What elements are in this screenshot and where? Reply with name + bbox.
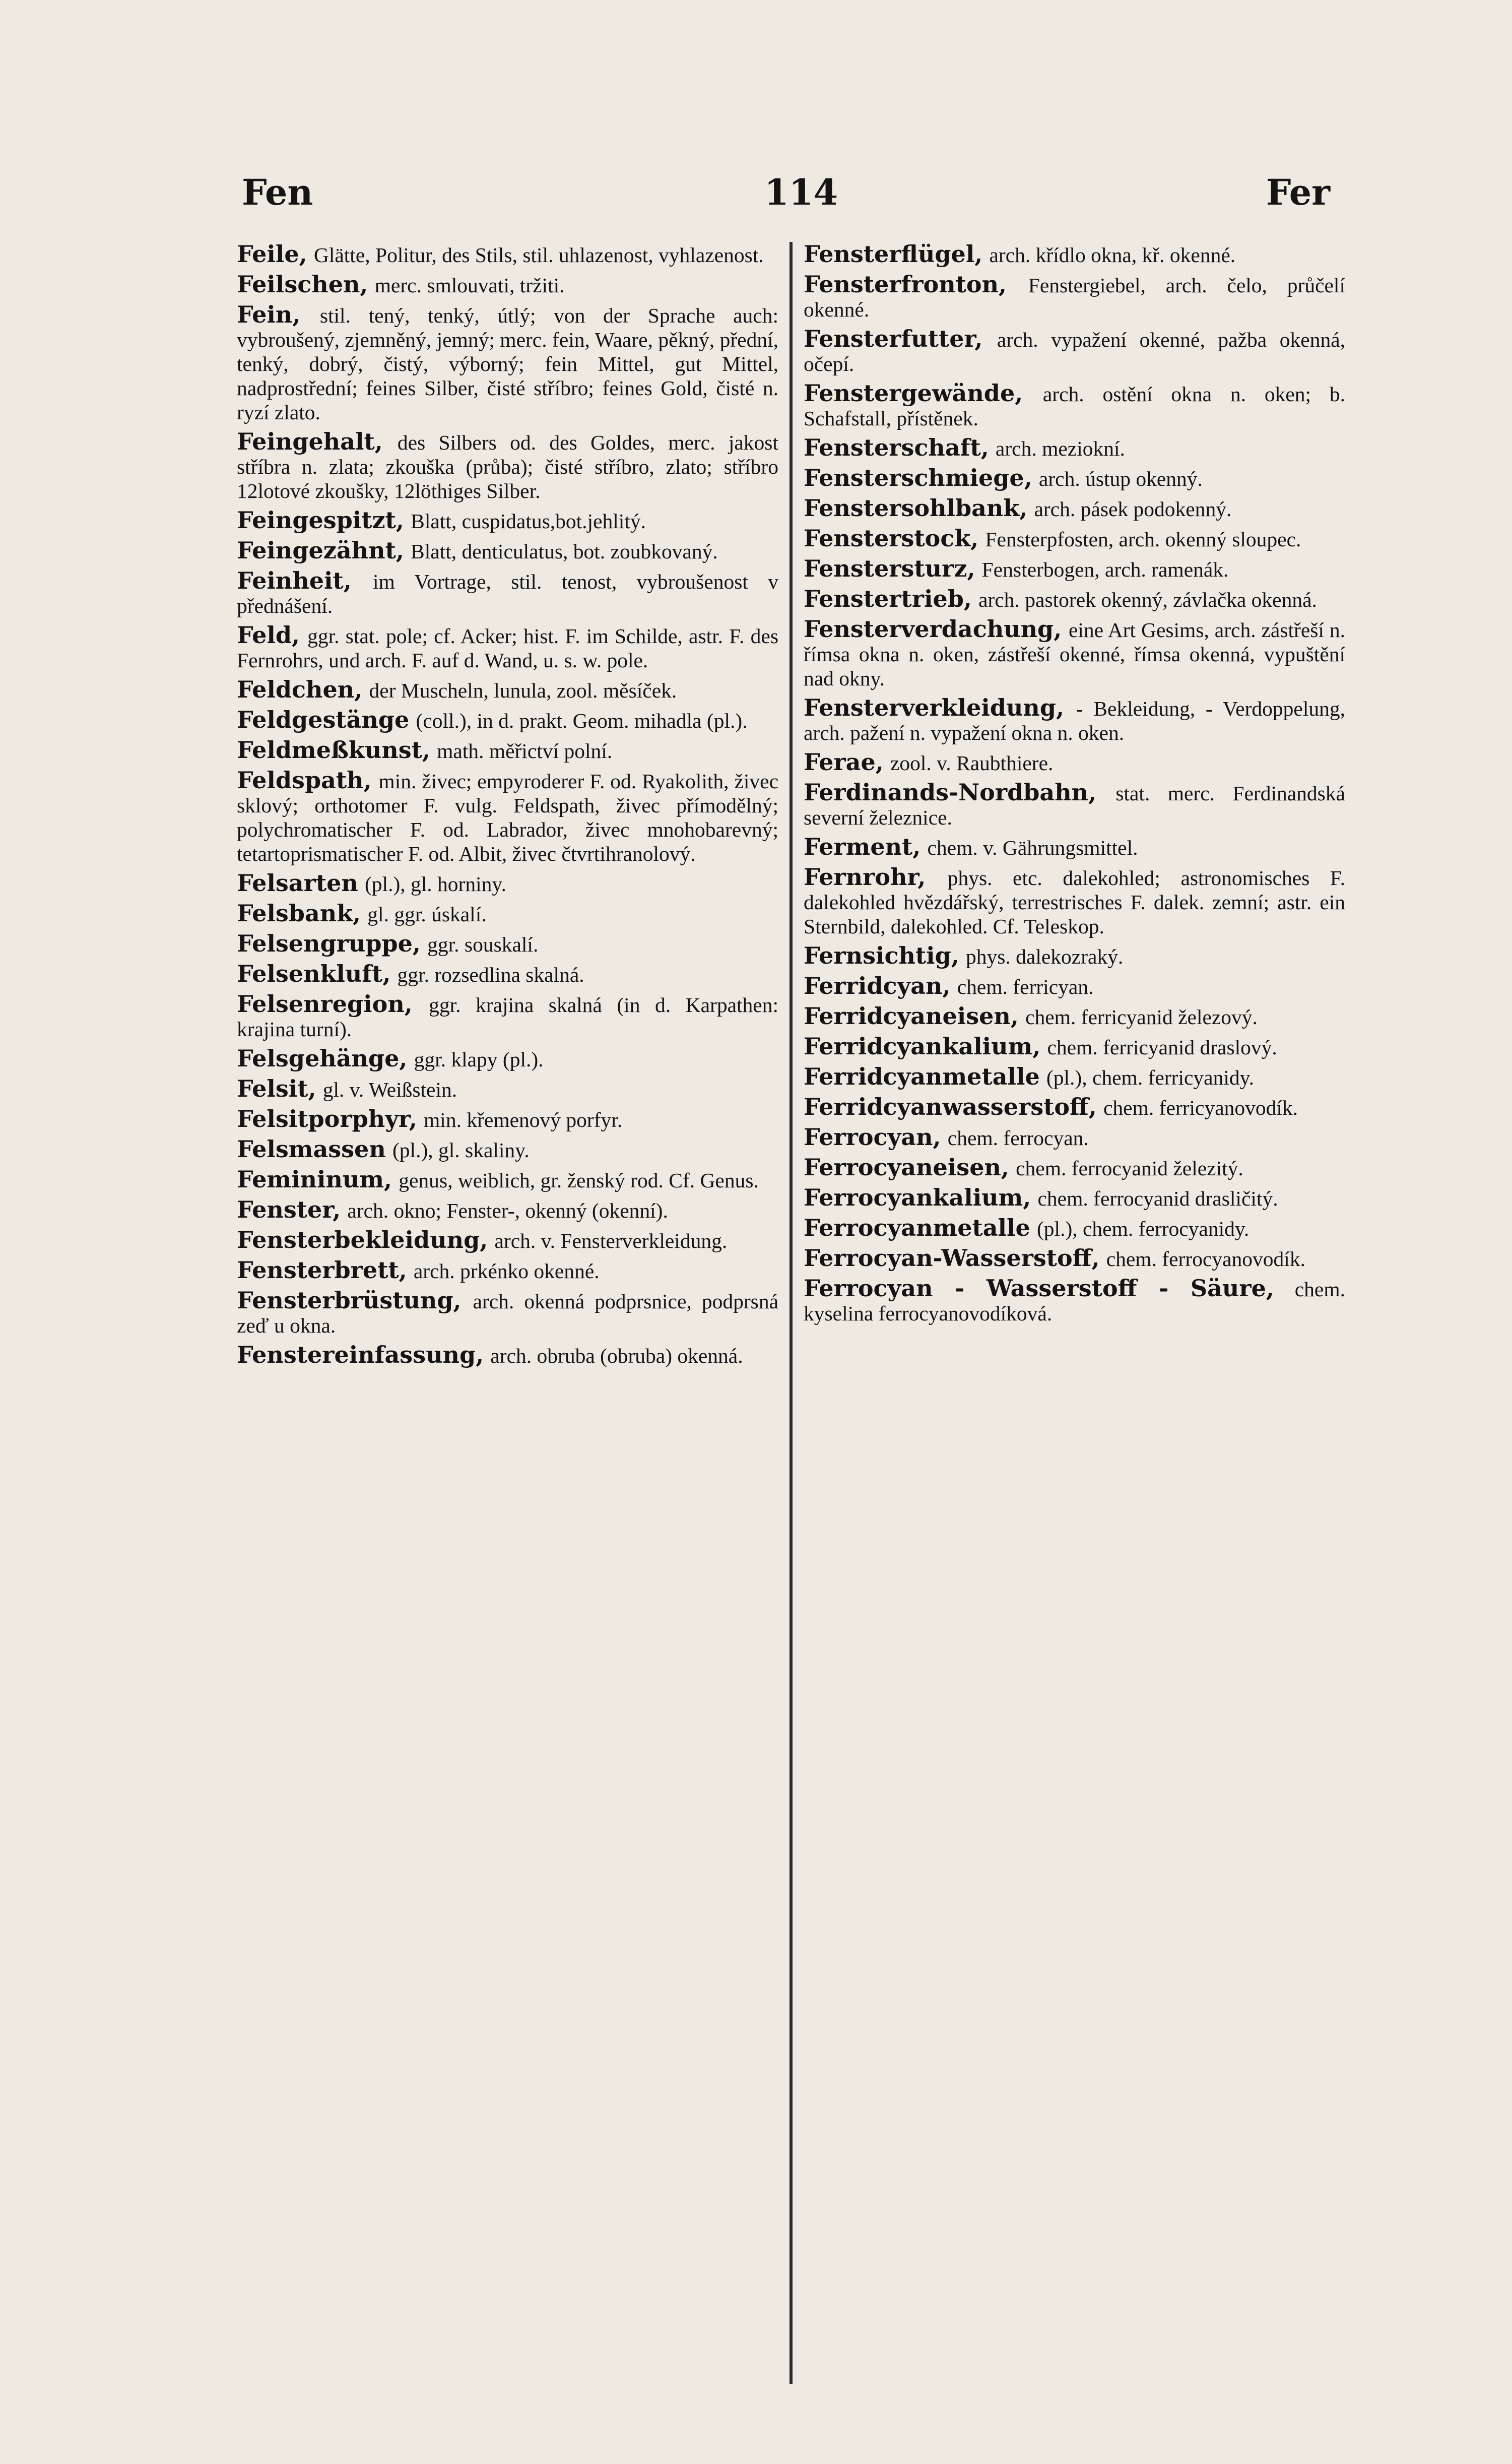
entry-definition: arch. křídlo okna, kř. okenné. <box>989 243 1236 267</box>
dictionary-entry <box>804 835 1345 860</box>
entry-definition: - Bekleidung, - Verdoppelung, arch. pažení n. vypažení okna n. oken. <box>804 697 1345 744</box>
dictionary-entry <box>237 623 778 672</box>
entry-definition: chem. ferricyan. <box>957 975 1094 998</box>
entry-headword: Fensterverkleidung, <box>804 694 1065 721</box>
entry-definition: im Vortrage, stil. tenost, vybroušenost v přednášení. <box>237 570 778 617</box>
entry-headword: Fensterbekleidung, <box>237 1226 488 1253</box>
entry-headword: Feingezähnt, <box>237 537 404 564</box>
entry-headword: Felsarten <box>237 869 358 897</box>
guide-word-left: Fen <box>242 171 313 213</box>
entry-headword: Fensterschaft, <box>804 434 989 461</box>
entry-headword: Felsitporphyr, <box>237 1105 417 1132</box>
entry-headword: Ferdinands-Nordbahn, <box>804 779 1097 806</box>
entry-definition: ggr. krajina skalná (in d. Karpathen: krajina turní). <box>237 993 778 1041</box>
dictionary-entry <box>237 708 778 733</box>
entry-definition: arch. pastorek okenný, závlačka okenná. <box>978 588 1317 611</box>
dictionary-entry <box>237 1288 778 1338</box>
entry-definition: Fenstergiebel, arch. čelo, průčelí okenné. <box>804 274 1345 321</box>
entry-definition: merc. smlouvati, tržiti. <box>374 274 565 297</box>
dictionary-entry <box>237 1046 778 1071</box>
entry-headword: Fensterfronton, <box>804 271 1007 298</box>
dictionary-entry <box>237 901 778 926</box>
entry-definition: Fensterbogen, arch. ramenák. <box>981 558 1229 581</box>
entry-definition: arch. pásek podokenný. <box>1034 497 1232 521</box>
entry-headword: Fensterbrett, <box>237 1256 407 1284</box>
dictionary-entry <box>804 1034 1345 1059</box>
dictionary-entry <box>804 1095 1345 1120</box>
entry-definition: (pl.), chem. ferricyanidy. <box>1046 1066 1255 1089</box>
dictionary-entry <box>237 1343 778 1368</box>
dictionary-entry <box>804 780 1345 830</box>
dictionary-entry <box>237 962 778 987</box>
entry-headword: Fensterstock, <box>804 525 979 552</box>
entry-headword: Ferae, <box>804 748 884 776</box>
page-header <box>242 171 1330 232</box>
entry-headword: Femininum, <box>237 1166 392 1193</box>
entry-definition: ggr. klapy (pl.). <box>414 1048 544 1071</box>
entry-headword: Fenstertrieb, <box>804 585 972 612</box>
entry-definition: arch. okenná podprsnice, podprsná zeď u okna. <box>237 1290 778 1337</box>
entry-definition: arch. ostění okna n. oken; b. Schafstall, přístěnek. <box>804 383 1345 430</box>
dictionary-entry <box>237 568 778 618</box>
dictionary-entry <box>804 750 1345 775</box>
dictionary-entry <box>237 992 778 1041</box>
entry-definition: ggr. rozsedlina skalná. <box>397 963 584 986</box>
dictionary-entry <box>804 272 1345 322</box>
entry-headword: Feldspath, <box>237 767 372 794</box>
dictionary-entry <box>237 302 778 424</box>
dictionary-entry <box>237 1107 778 1132</box>
entry-definition: chem. v. Gährungsmittel. <box>927 836 1138 859</box>
entry-headword: Feinheit, <box>237 567 352 594</box>
dictionary-entry <box>804 1246 1345 1271</box>
entry-headword: Ferrocyan, <box>804 1123 941 1151</box>
dictionary-entry <box>804 865 1345 938</box>
entry-definition: Fensterpfosten, arch. okenný sloupec. <box>985 528 1301 551</box>
entry-definition: genus, weiblich, gr. ženský rod. Cf. Genus. <box>399 1169 759 1192</box>
entry-headword: Fernrohr, <box>804 863 926 891</box>
entry-definition: ggr. souskalí. <box>427 933 539 956</box>
entry-headword: Fein, <box>237 301 301 328</box>
entry-definition: arch. vypažení okenné, pažba okenná, očepí. <box>804 328 1345 375</box>
entry-headword: Fenster, <box>237 1196 341 1223</box>
entry-headword: Feldgestänge <box>237 706 410 733</box>
entry-headword: Feile, <box>237 242 307 268</box>
dictionary-entry <box>237 768 778 866</box>
dictionary-entry <box>804 974 1345 999</box>
entry-headword: Ferrocyaneisen, <box>804 1154 1009 1181</box>
dictionary-entry <box>237 508 778 533</box>
dictionary-entry <box>237 429 778 503</box>
entry-headword: Felsgehänge, <box>237 1045 408 1072</box>
entry-definition: zool. v. Raubthiere. <box>890 751 1054 775</box>
entry-definition: chem. ferrocyanovodík. <box>1106 1247 1305 1271</box>
dictionary-entry <box>237 931 778 957</box>
entry-headword: Fensterschmiege, <box>804 464 1032 491</box>
entry-headword: Ferrocyan - Wasserstoff - Säure, <box>804 1275 1274 1302</box>
entry-headword: Ferrocyankalium, <box>804 1184 1031 1211</box>
dictionary-entry <box>804 327 1345 376</box>
dictionary-entry <box>804 696 1345 745</box>
entry-headword: Fensterbrüstung, <box>237 1287 462 1314</box>
entry-headword: Ferridcyanwasserstoff, <box>804 1093 1097 1120</box>
entry-definition: ggr. stat. pole; cf. Acker; hist. F. im Schilde, astr. F. des Fernrohrs, und arch. F. auf d. Wand, u. s. w. pole. <box>237 624 778 672</box>
dictionary-entry <box>804 1276 1345 1325</box>
dictionary-entry <box>237 1167 778 1192</box>
dictionary-entry <box>237 1077 778 1102</box>
entry-headword: Ferridcyaneisen, <box>804 1002 1019 1030</box>
entry-definition: min. křemenový porfyr. <box>424 1108 623 1131</box>
entry-definition: stat. merc. Ferdinandská severní železnice. <box>804 782 1345 829</box>
guide-word-right: Fer <box>1266 171 1330 213</box>
entry-headword: Felsenkluft, <box>237 960 391 987</box>
dictionary-entry <box>804 1064 1345 1090</box>
dictionary-entry <box>804 617 1345 690</box>
dictionary-entry <box>804 466 1345 491</box>
entry-definition: chem. ferricyanid draslový. <box>1047 1036 1277 1059</box>
entry-headword: Fenstergewände, <box>804 380 1023 407</box>
entry-definition: phys. etc. dalekohled; astronomisches F. dalekohled hvězdářský, terrestrisches F. dalek. zemní; astr. ein Sternbild, dalekohled. Cf. Teleskop. <box>804 866 1345 938</box>
entry-headword: Fensterflügel, <box>804 242 983 268</box>
entry-headword: Fensterverdachung, <box>804 615 1062 643</box>
entry-headword: Ferment, <box>804 833 921 860</box>
entry-definition: gl. ggr. úskalí. <box>367 903 487 926</box>
entry-definition: phys. dalekozraký. <box>966 945 1124 968</box>
dictionary-entry <box>804 1185 1345 1211</box>
entry-definition: arch. obruba (obruba) okenná. <box>490 1344 743 1367</box>
entry-definition: min. živec; empyroderer F. od. Ryakolith, živec sklový; orthotomer F. vulg. Feldspath, živec přímodělný; polychromatischer F. od. Labrador, živec mnohobarevný; tetartoprismatischer F. od. Albit, živec čtvrtihranolový. <box>237 770 778 865</box>
dictionary-entry <box>804 1155 1345 1180</box>
entry-definition: arch. prkénko okenné. <box>413 1259 600 1283</box>
dictionary-entry <box>237 1258 778 1283</box>
entry-headword: Ferridcyankalium, <box>804 1033 1041 1060</box>
dictionary-entry <box>804 242 1345 267</box>
dictionary-entry <box>237 871 778 896</box>
entry-definition: des Silbers od. des Goldes, merc. jakost stříbra n. zlata; zkouška (průba); čisté stříbro, zlato; stříbro 12lotové zkoušky, 12löthiges Silber. <box>237 431 778 502</box>
dictionary-entry <box>804 1004 1345 1029</box>
dictionary-entry <box>804 1125 1345 1150</box>
dictionary-entry <box>804 496 1345 521</box>
dictionary-entry <box>237 738 778 763</box>
entry-headword: Ferrocyanmetalle <box>804 1214 1030 1241</box>
dictionary-entry <box>237 1137 778 1162</box>
entry-definition: Blatt, denticulatus, bot. zoubkovaný. <box>411 540 718 563</box>
entry-definition: arch. ústup okenný. <box>1038 467 1203 490</box>
entry-headword: Feldmeßkunst, <box>237 736 430 764</box>
dictionary-entry <box>237 272 778 297</box>
dictionary-entry <box>804 435 1345 461</box>
entry-definition: stil. tený, tenký, útlý; von der Sprache auch: vybroušený, zjemněný, jemný; merc. fein, Waare, pěkný, přední, tenký, dobrý, čistý, výborný; fein Mittel, gut Mittel, nadprostřední; feines Silber, čisté stříbro; feines Gold, čisté n. ryzí zlato. <box>237 304 778 424</box>
entry-definition: der Muscheln, lunula, zool. měsíček. <box>369 679 677 702</box>
entry-definition: (pl.), gl. horniny. <box>364 872 506 896</box>
entry-definition: chem. ferrocyan. <box>947 1126 1089 1150</box>
entry-definition: arch. okno; Fenster-, okenný (okenní). <box>347 1199 668 1222</box>
entry-headword: Fensterfutter, <box>804 325 983 352</box>
entry-definition: chem. ferricyanovodík. <box>1103 1096 1298 1119</box>
entry-headword: Ferrocyan-Wasserstoff, <box>804 1244 1100 1272</box>
entry-definition: (pl.), gl. skaliny. <box>392 1139 530 1162</box>
entry-headword: Felsengruppe, <box>237 930 421 957</box>
entry-headword: Ferridcyan, <box>804 972 951 999</box>
entry-headword: Fenstersohlbank, <box>804 494 1028 522</box>
entry-headword: Feilschen, <box>237 271 368 298</box>
dictionary-entry <box>804 587 1345 612</box>
entry-definition: chem. ferrocyanid drasličitý. <box>1037 1187 1278 1210</box>
dictionary-entry <box>804 556 1345 582</box>
entry-headword: Fernsichtig, <box>804 942 959 969</box>
entry-headword: Felsit, <box>237 1075 316 1102</box>
entry-headword: Ferridcyanmetalle <box>804 1063 1040 1090</box>
left-column <box>237 242 790 2384</box>
entry-definition: (coll.), in d. prakt. Geom. mihadla (pl.). <box>416 709 748 732</box>
dictionary-entry <box>237 242 778 267</box>
dictionary-entry <box>237 1228 778 1253</box>
entry-definition: math. měřictví polní. <box>437 739 613 763</box>
page-number: 114 <box>764 171 838 213</box>
entry-definition: arch. v. Fensterverkleidung. <box>494 1229 728 1252</box>
entry-definition: Blatt, cuspidatus,bot.jehlitý. <box>411 510 646 533</box>
entry-headword: Feingehalt, <box>237 428 383 455</box>
dictionary-entry <box>804 526 1345 551</box>
dictionary-entry <box>804 381 1345 430</box>
dictionary-entry <box>237 677 778 703</box>
entry-headword: Fenstersturz, <box>804 555 975 582</box>
entry-definition: eine Art Gesims, arch. zástřeší n. římsa okna n. oken, zástřeší okenné, římsa okenná, vypuštění nad okny. <box>804 618 1345 690</box>
entry-headword: Feldchen, <box>237 676 363 703</box>
entry-definition: chem. ferricyanid železový. <box>1025 1005 1258 1029</box>
entry-headword: Fenstereinfassung, <box>237 1341 484 1368</box>
dictionary-entry <box>237 538 778 563</box>
entry-headword: Feld, <box>237 621 300 649</box>
entry-definition: Glätte, Politur, des Stils, stil. uhlazenost, vyhlazenost. <box>313 243 764 267</box>
entry-headword: Felsenregion, <box>237 990 413 1018</box>
entry-definition: gl. v. Weißstein. <box>322 1078 457 1101</box>
dictionary-entry <box>804 1216 1345 1241</box>
right-column <box>790 242 1345 2384</box>
entry-headword: Feingespitzt, <box>237 507 404 534</box>
entry-headword: Felsbank, <box>237 900 361 927</box>
dictionary-entry <box>237 1197 778 1223</box>
entry-headword: Felsmassen <box>237 1135 386 1163</box>
entry-definition: arch. meziokní. <box>995 437 1125 460</box>
entry-definition: chem. kyselina ferrocyanovodíková. <box>804 1278 1345 1325</box>
entry-definition: (pl.), chem. ferrocyanidy. <box>1036 1217 1250 1240</box>
text-columns <box>237 242 1345 2384</box>
entry-definition: chem. ferrocyanid železitý. <box>1016 1157 1243 1180</box>
dictionary-entry <box>804 943 1345 969</box>
